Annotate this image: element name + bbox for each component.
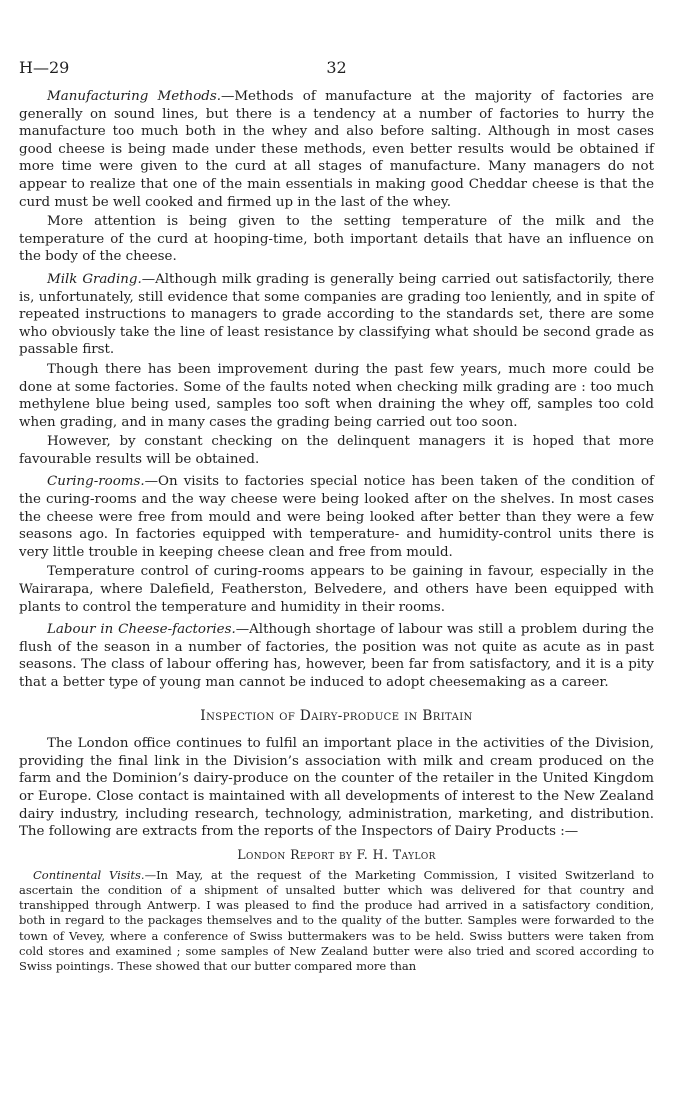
paragraph-lead: Labour in Cheese-factories. [47, 622, 236, 638]
paragraph-lead: Continental Visits. [33, 867, 145, 882]
paragraph-continental-visits [19, 868, 654, 974]
paragraph-text: —Although milk grading is generally being carried out satisfactorily, there is, unfortunately, still evidence that some companies are grading too leniently, and in spite of repeated instructions to managers to grade according to the standards set, there are some who obviously take the line of least resistance by classifying what should be second grade as passable first. [19, 271, 654, 358]
paragraph-text: —Methods of manufacture at the majority of factories are generally on sound lines, but there is a tendency at a number of factories to hurry the manufacture too much both in the whey and also before salting. Although in most cases good cheese is being made under these methods, even better results would be obtained if more time were given to the curd at all stages of manufacture. Many managers do not appear to realize that one of the main essentials in making good Cheddar cheese is that the curd must be well cooked and firmed up in the last of the whey. [19, 89, 654, 210]
sub-heading: London Report by F. H. Taylor [237, 846, 436, 862]
paragraph-london-office [19, 735, 654, 841]
paragraph-lead: Manufacturing Methods. [47, 89, 221, 104]
paragraph-setting-temperature [19, 213, 654, 266]
paragraph-grading-faults [19, 361, 654, 431]
paragraph-milk-grading [19, 271, 654, 359]
paragraph-labour [19, 621, 654, 691]
page-header [19, 58, 654, 88]
section-heading: Inspection of Dairy-produce in Britain [200, 707, 473, 724]
paragraph-delinquent-managers [19, 433, 654, 468]
paragraph-temperature-control [19, 563, 654, 616]
paragraph-lead: Curing-rooms. [47, 474, 145, 490]
body-text [19, 88, 654, 841]
paragraph-text: The London office continues to fulfil an important place in the activities of the Division, providing the final link in the Division’s association with milk and cream produced on the farm and the Dominion’s dairy-produce on the counter of the retailer in the United Kingdom or Europe. Close contact is maintained with all developments of interest to the New Zealand dairy industry, including research, technology, administration, marketing, and distribution. The following are extracts from the reports of the Inspectors of Dairy Products :— [19, 736, 654, 840]
paragraph-text: Though there has been improvement during the past few years, much more could be done at some factories. Some of the faults noted when checking milk grading are : too much methylene blue being used, samples too soft when draining the whey off, samples too cold when grading, and in many cases the grading being carried out too soon. [19, 361, 654, 430]
page-number: 32 [326, 58, 347, 77]
paragraph-curing-rooms [19, 473, 654, 561]
paragraph-text: More attention is being given to the setting temperature of the milk and the temperature of the curd at hooping-time, both important details that have an influence on the body of the cheese. [19, 214, 654, 265]
paragraph-text: However, by constant checking on the delinquent managers it is hoped that more favourable results will be obtained. [19, 434, 654, 467]
report-text [19, 868, 654, 974]
document-reference: H—29 [19, 58, 70, 77]
paragraph-lead: Milk Grading. [47, 271, 142, 287]
paragraph-text: —In May, at the request of the Marketing Commission, I visited Switzerland to ascertain the condition of a shipment of unsalted butter which was delivered for that country and transhipped through Antwerp. I was pleased to find the produce had arrived in a satisfactory condition, both in regard to the packages themselves and to the quality of the butter. Samples were forwarded to the town of Vevey, where a conference of Swiss buttermakers was to be held. Swiss butters were taken from cold stores and examined ; some samples of New Zealand butter were also tried and scored according to Swiss pointings. These showed that our butter compared more than [19, 867, 654, 973]
paragraph-text: —Although shortage of labour was still a problem during the flush of the season in a number of factories, the position was not quite as acute as in past seasons. The class of labour offering has, however, been far from satisfactory, and it is a pity that a better type of young man cannot be induced to adopt cheesemaking as a career. [19, 622, 654, 690]
paragraph-manufacturing-methods [19, 88, 654, 211]
paragraph-text: Temperature control of curing-rooms appears to be gaining in favour, especially in the Wairarapa, where Dalefield, Featherston, Belvedere, and others have been equipped with plants to control the temperature and humidity in their rooms. [19, 564, 654, 615]
paragraph-text: —On visits to factories special notice has been taken of the condition of the curing-rooms and the way cheese were being looked after on the shelves. In most cases the cheese were free from mould and were being looked after better than they were a few seasons ago. In factories equipped with temperature- and humidity-control units there is very little trouble in keeping cheese clean and free from mould. [19, 474, 654, 560]
